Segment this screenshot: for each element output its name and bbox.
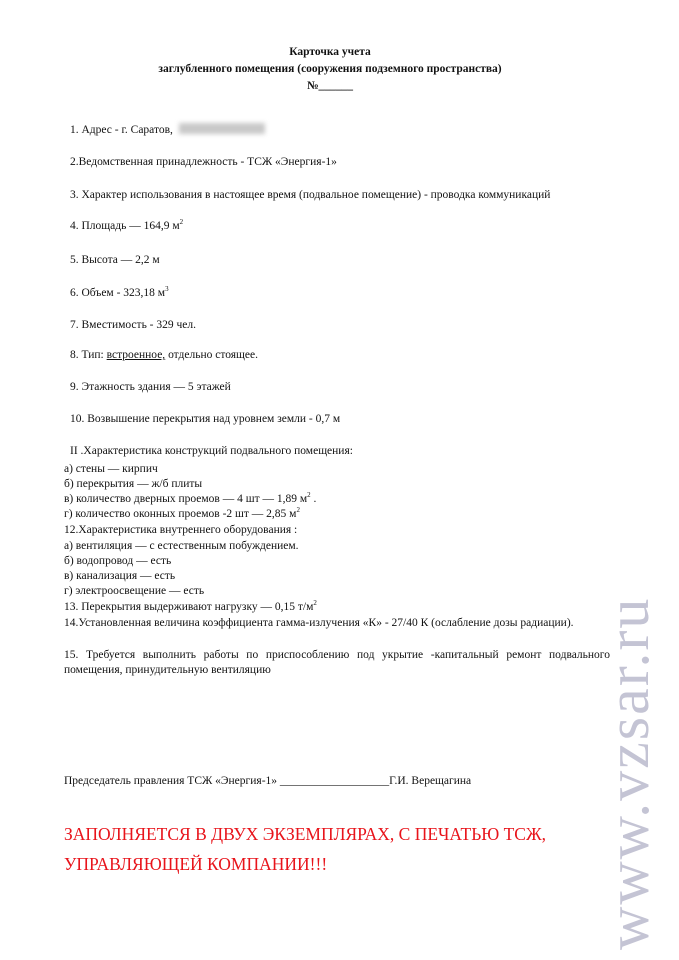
item-elevation: 10. Возвышение перекрытия над уровнем земли - 0,7 м	[70, 413, 341, 425]
redacted-address	[179, 123, 265, 134]
volume-unit-superscript: 3	[165, 285, 169, 293]
item-load	[64, 600, 317, 615]
item-ceilings: б) перекрытия — ж/б плиты	[64, 478, 203, 490]
item-windows	[64, 507, 300, 522]
item-load-text: 13. Перекрытия выдерживают нагрузку — 0,15 т/м	[64, 601, 314, 613]
notice-line-1: ЗАПОЛНЯЕТСЯ В ДВУХ ЭКЗЕМПЛЯРАХ, С ПЕЧАТЬЮ ТСЖ,	[64, 824, 547, 844]
item-walls: а) стены — кирпич	[64, 463, 158, 475]
signature-line: Председатель правления ТСЖ «Энергия-1» ___________________Г.И. Верещагина	[64, 775, 472, 787]
item-ownership: 2.Ведомственная принадлежность - ТСЖ «Энергия-1»	[70, 156, 337, 168]
item-height: 5. Высота — 2,2 м	[70, 254, 160, 266]
item-floors: 9. Этажность здания — 5 этажей	[70, 381, 231, 393]
item-address-text: 1. Адрес - г. Саратов,	[70, 124, 173, 136]
card-number: №______	[306, 80, 354, 92]
item-usage: 3. Характер использования в настоящее время (подвальное помещение) - проводка коммуникаций	[70, 189, 551, 201]
item-area-text: 4. Площадь — 164,9 м	[70, 220, 180, 232]
item-doors	[64, 492, 316, 507]
item-construction: II .Характеристика конструкций подвального помещения:	[70, 445, 353, 457]
doors-unit-superscript: 2	[307, 491, 311, 499]
item-address	[70, 123, 265, 138]
item-type-suffix: отдельно стоящее.	[165, 349, 258, 361]
item-type-selected: встроенное,	[106, 349, 166, 361]
item-area	[70, 219, 183, 234]
item-type	[70, 348, 258, 363]
item-sewer: в) канализация — есть	[64, 570, 176, 582]
item-type-prefix: 8. Тип:	[70, 349, 107, 361]
item-volume-text: 6. Объем - 323,18 м	[70, 287, 166, 299]
item-volume	[70, 286, 169, 301]
windows-unit-superscript: 2	[296, 506, 300, 514]
notice-line-2: УПРАВЛЯЮЩЕЙ КОМПАНИИ!!!	[64, 854, 328, 874]
item-doors-text: в) количество дверных проемов — 4 шт — 1,89 м	[64, 493, 308, 505]
item-doors-end: .	[310, 493, 317, 505]
item-lighting: г) электроосвещение — есть	[64, 585, 205, 597]
item-gamma: 14.Установленная величина коэффициента гамма-излучения «К» - 27/40 К (ослабление дозы радиации).	[64, 617, 574, 629]
card-subtitle: заглубленного помещения (сооружения подземного пространства)	[158, 63, 502, 75]
area-unit-superscript: 2	[179, 218, 184, 226]
item-ventilation: а) вентиляция — с естественным побуждением.	[64, 540, 299, 552]
item-capacity: 7. Вместимость - 329 чел.	[70, 319, 197, 331]
item-windows-text: г) количество оконных проемов -2 шт — 2,85 м	[64, 508, 297, 520]
site-watermark: www.vzsar.ru	[595, 596, 661, 950]
load-unit-superscript: 2	[313, 599, 317, 607]
item-required-works: 15. Требуется выполнить работы по приспособлению под укрытие -капитальный ремонт подвального помещения, принудительную вентиляцию	[64, 649, 610, 676]
card-title: Карточка учета	[289, 46, 371, 58]
item-equipment: 12.Характеристика внутреннего оборудования :	[64, 524, 298, 536]
item-water: б) водопровод — есть	[64, 555, 172, 567]
